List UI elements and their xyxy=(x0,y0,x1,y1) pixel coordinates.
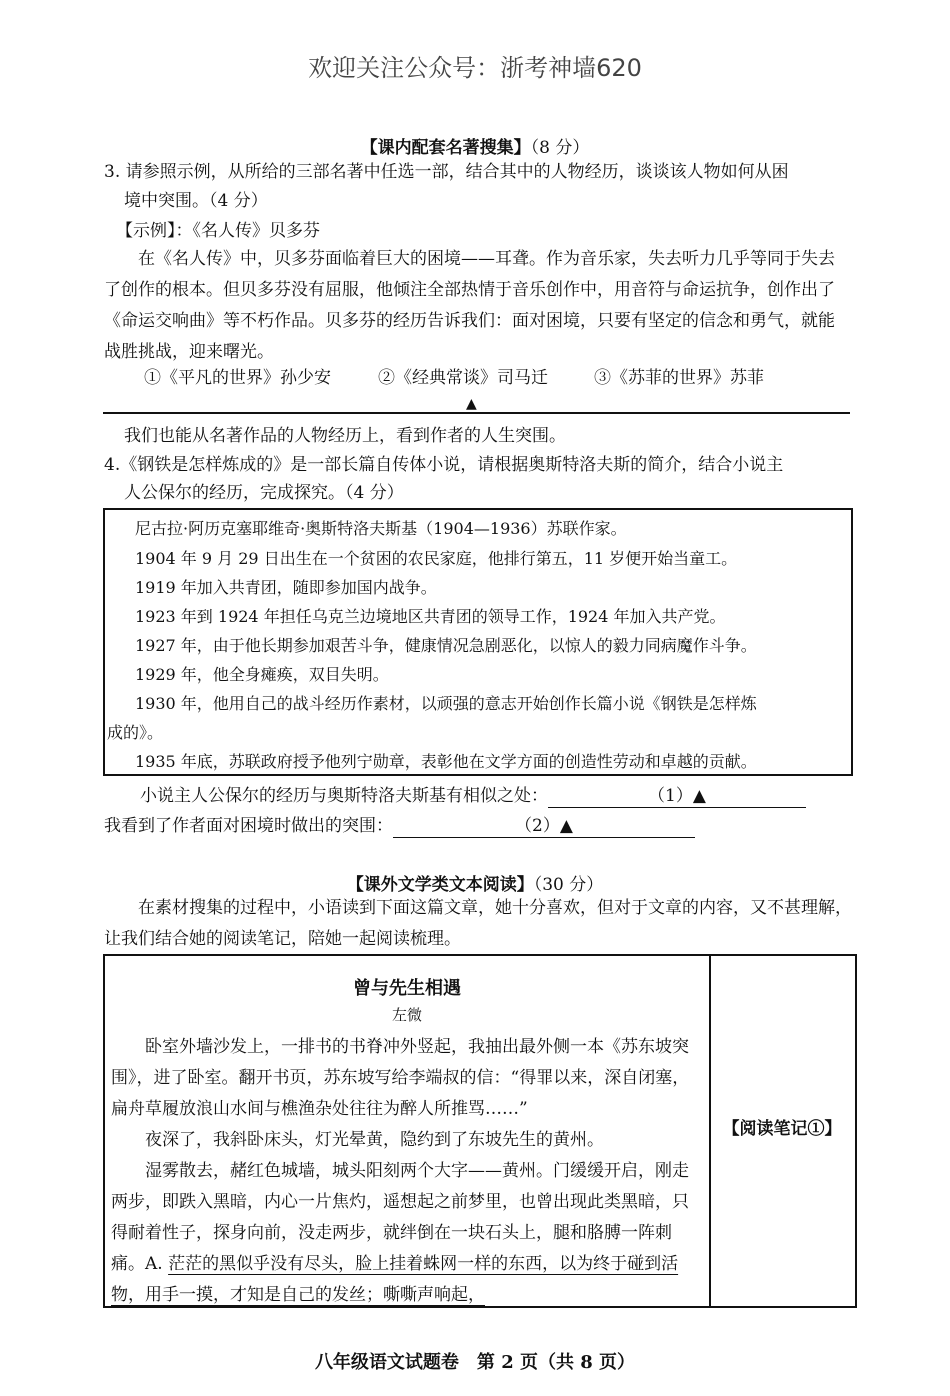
q3-example-text: 在《名人传》中，贝多芬面临着巨大的困境——耳聋。作为音乐家，失去听力几乎等同于失去了创作的根本。但贝多芬没有屈服，他倾注全部热情于音乐创作中，用音符与命运抗争，创作出了《命运交响曲》等不朽作品。贝多芬的经历告诉我们：面对困境，只要有坚定的信念和勇气，就能战胜挑战，迎来曙光。 xyxy=(104,249,835,362)
transition-sentence: 我们也能从名著作品的人物经历上，看到作者的人生突围。 xyxy=(124,426,566,446)
section-heading-text: 【课内配套名著搜集】 xyxy=(360,138,531,158)
bio-line: 1904 年 9 月 29 日出生在一个贫困的农民家庭，他排行第五，11 岁便开始当童工。 xyxy=(135,549,738,568)
section-heading-classic-works xyxy=(0,133,950,158)
watermark: 欢迎关注公众号：浙考神墙620 xyxy=(308,54,642,82)
article-paragraph-text: 湿雾散去，赭红色城墙，城头阳刻两个大字——黄州。门缓缓开启，刚走两步，即跌入黑暗，内心一片焦灼，遥想起之前梦里，也曾出现此类黑暗，只得耐着性子，探身向前，没走两步，就绊倒在一块石头上，腿和胳膊一阵刺痛。A. xyxy=(111,1161,689,1274)
section-points: （8 分） xyxy=(530,138,590,158)
article-title: 曾与先生相遇 xyxy=(353,978,461,999)
author-bio-box xyxy=(103,508,853,776)
q4-answer-blank-1[interactable]: （1）▲ xyxy=(548,785,806,808)
bio-line: 1919 年加入共青团，随即参加国内战争。 xyxy=(135,578,437,597)
article-paragraph: 卧室外墙沙发上，一排书的书脊冲外竖起，我抽出最外侧一本《苏东坡突围》，进了卧室。翻开书页，苏东坡写给李端叔的信：“得罪以来，深自闭塞，扁舟草履放浪山水间与樵渔杂处往往为醉人所推骂……” xyxy=(111,1037,690,1119)
q4-prompt-1-text: 小说主人公保尔的经历与奥斯特洛夫斯基有相似之处： xyxy=(140,786,548,806)
page-footer: 八年级语文试题卷 第 2 页（共 8 页） xyxy=(314,1352,636,1373)
q3-line-1: 3. 请参照示例，从所给的三部名著中任选一部，结合其中的人物经历，谈谈该人物如何从困 xyxy=(104,162,789,182)
bio-line: 成的》。 xyxy=(107,723,164,742)
section-heading-reading xyxy=(0,870,950,895)
q3-example-label: 【示例】：《名人传》贝多芬 xyxy=(116,221,320,241)
q3-answer-mark: ▲ xyxy=(466,396,477,412)
q4-prompt-1 xyxy=(140,785,806,808)
bio-line: 1929 年，他全身瘫痪，双目失明。 xyxy=(135,665,389,684)
q4-line-2: 人公保尔的经历，完成探究。（4 分） xyxy=(124,483,404,503)
q4-line-1: 4.《钢铁是怎样炼成的》是一部长篇自传体小说，请根据奥斯特洛夫斯的简介，结合小说主 xyxy=(104,455,784,475)
q4-prompt-2-text: 我看到了作者面对困境时做出的突围： xyxy=(104,816,393,836)
bio-line: 1927 年，由于他长期参加艰苦斗争，健康情况急剧恶化，以惊人的毅力同病魔作斗争。 xyxy=(135,636,757,655)
bio-line: 1930 年，他用自己的战斗经历作素材，以顽强的意志开始创作长篇小说《钢铁是怎样炼 xyxy=(135,694,757,713)
section-heading-text: 【课外文学类文本阅读】 xyxy=(346,875,534,895)
article-paragraph xyxy=(111,1156,703,1311)
q4-prompt-2 xyxy=(104,815,695,838)
article-box xyxy=(103,954,857,1308)
q3-line-2: 境中突围。（4 分） xyxy=(124,191,268,211)
reading-intro: 在素材搜集的过程中，小语读到下面这篇文章，她十分喜欢，但对于文章的内容，又不甚理解，让我们结合她的阅读笔记，陪她一起阅读梳理。 xyxy=(104,898,852,949)
bio-line: 1923 年到 1924 年担任乌克兰边境地区共青团的领导工作，1924 年加入共产党。 xyxy=(135,607,726,626)
q3-option-1: ①《平凡的世界》孙少安 xyxy=(144,368,331,388)
article-body xyxy=(111,1032,703,1311)
bio-line: 尼古拉·阿历克塞耶维奇·奥斯特洛夫斯基（1904—1936）苏联作家。 xyxy=(135,519,627,538)
reading-note-label[interactable]: 【阅读笔记①】 xyxy=(722,1119,842,1139)
underlined-sentence-a: 茫茫的黑似乎没有尽头，脸上挂着蛛网一样的东西，以为终于碰到活物，用手一摸，才知是自己的发丝；嘶嘶声响起， xyxy=(111,1254,679,1305)
q4-answer-blank-2[interactable]: （2）▲ xyxy=(393,815,695,838)
article-paragraph: 夜深了，我斜卧床头，灯光晕黄，隐约到了东坡先生的黄州。 xyxy=(145,1130,604,1150)
section-points: （30 分） xyxy=(533,875,604,895)
q3-option-3: ③《苏菲的世界》苏菲 xyxy=(594,368,764,388)
bio-line: 1935 年底，苏联政府授予他列宁勋章，表彰他在文学方面的创造性劳动和卓越的贡献。 xyxy=(135,752,757,771)
article-author: 左微 xyxy=(391,1006,422,1024)
q3-option-2: ②《经典常谈》司马迁 xyxy=(378,368,548,388)
q3-answer-line xyxy=(103,412,850,414)
